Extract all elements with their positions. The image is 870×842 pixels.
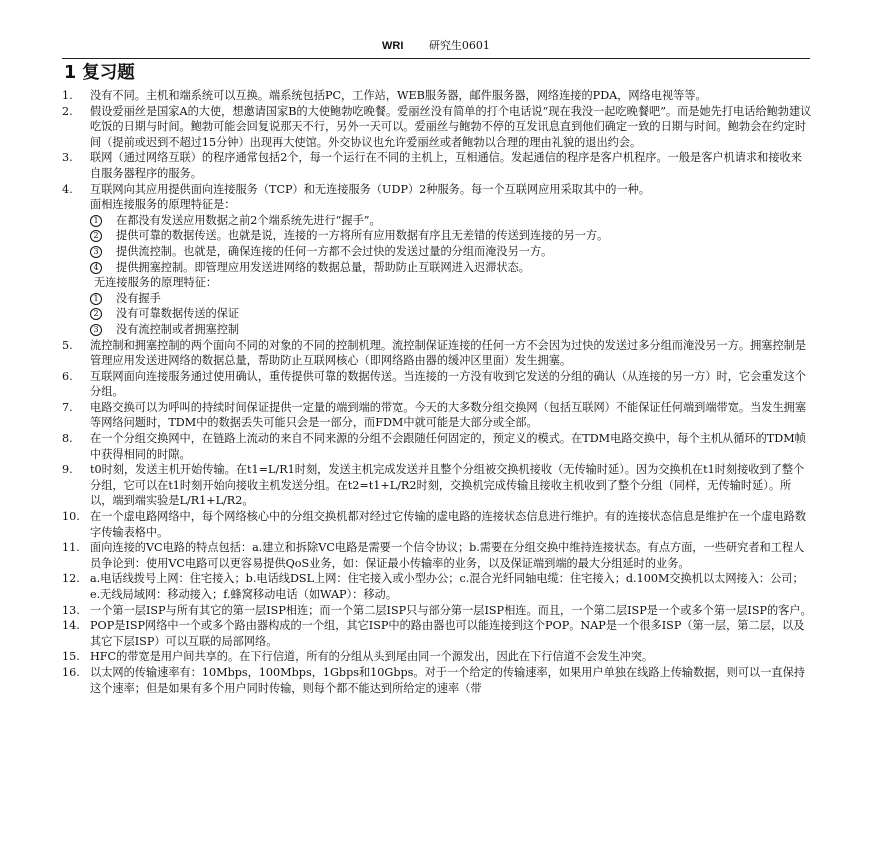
answer-item <box>62 338 812 369</box>
answer-text: t0时刻，发送主机开始传输。在t1=L/R1时刻，发送主机完成发送并且整个分组被交换机接收（无传输时延）。因为交换机在t1时刻接收到了整个分组，它可以在t1时刻开始向接收主机发送分组。在t2=t1+L/R2时刻，交换机完成传输且接收主机收到了整个分组（同样，无传输时延）。所以，端到端实验是L/R1+L/R2。 <box>90 463 805 508</box>
answer-text: 假设爱丽丝是国家A的大使，想邀请国家B的大使鲍勃吃晚餐。爱丽丝没有简单的打个电话说“现在我没一起吃晚餐吧”。而是她先打电话给鲍勃建议吃饭的日期与时间。鲍勃可能会回复说那天不行，另外一天可以。爱丽丝与鲍勃不停的互发讯息直到他们确定一致的日期与时间。鲍勃会在约定时间（提前或迟到不超过15分钟）出现再大使馆。外交协议也允许爱丽丝或者鲍勃以合理的理由礼貌的退出约会。 <box>90 104 812 149</box>
answer-item <box>62 603 812 619</box>
answer-number: 16. <box>62 665 80 679</box>
bullet-text: 提供可靠的数据传送。也就是说，连接的一方将所有应用数据有序且无差错的传送到连接的另一方。 <box>116 229 609 243</box>
answer-item <box>62 88 812 104</box>
answer-text: 电路交换可以为呼叫的持续时间保证提供一定量的端到端的带宽。今天的大多数分组交换网（包括互联网）不能保证任何端到端带宽。当发生拥塞等网络问题时，TDM中的数据丢失可能只会是一部分，而FDM中就可能是大部分或全部。 <box>90 400 807 430</box>
answer-item <box>62 665 812 696</box>
answer-text: 互联网面向连接服务通过使用确认，重传提供可靠的数据传送。当连接的一方没有收到它发送的分组的确认（从连接的另一方）时，它会重发这个分组。 <box>90 369 807 399</box>
answer-text: 一个第一层ISP与所有其它的第一层ISP相连；而一个第二层ISP只与部分第一层ISP相连。而且，一个第二层ISP是一个或多个第一层ISP的客户。 <box>90 603 812 617</box>
answer-number: 9. <box>62 463 73 477</box>
answer-number: 11. <box>62 541 80 555</box>
answer-number: 2. <box>62 104 73 118</box>
bullet-text: 没有流控制或者拥塞控制 <box>116 322 240 336</box>
answer-number: 8. <box>62 432 73 446</box>
answer-text: 互联网向其应用提供面向连接服务（TCP）和无连接服务（UDP）2种服务。每一个互联网应用采取其中的一种。 <box>90 182 651 196</box>
answer-item <box>62 509 812 540</box>
answer-text: 面向连接的VC电路的特点包括：a.建立和拆除VC电路是需要一个信令协议；b.需要在分组交换中维持连接状态。有点方面，一些研究者和工程人员争论到：使用VC电路可以更容易提供QoS业务，如：保证最小传输率的业务，以及保证端到端的最大分组延时的业务。 <box>90 541 805 570</box>
circled-number-icon: 2 <box>90 308 102 320</box>
answer-item <box>62 400 812 431</box>
answer-number: 10. <box>62 510 80 524</box>
circled-number-icon: 3 <box>90 246 102 258</box>
bullet-text: 提供拥塞控制。即管理应用发送进网络的数据总量，帮助防止互联网进入迟滞状态。 <box>116 260 530 274</box>
bullet-item <box>62 306 812 322</box>
answer-item <box>62 540 812 571</box>
bullet-item <box>62 244 812 260</box>
circled-number-icon: 4 <box>90 262 102 274</box>
answer-number: 13. <box>62 603 80 617</box>
answer-text: a.电话线拨号上网：住宅接入；b.电话线DSL上网：住宅接入或小型办公；c.混合光纤同轴电缆：住宅接入；d.100M交换机以太网接入：公司；e.无线局域网：移动接入；f.蜂窝移动电话（如WAP）：移动。 <box>90 572 804 601</box>
answer-number: 15. <box>62 650 80 664</box>
bullet-text: 没有可靠数据传送的保证 <box>116 307 240 321</box>
circled-number-icon: 1 <box>90 293 102 305</box>
bullet-item <box>62 291 812 307</box>
subheading: 无连接服务的原理特征： <box>94 276 218 290</box>
bullet-text: 在都没有发送应用数据之前2个端系统先进行“握手”。 <box>116 213 381 227</box>
answer-text: 联网（通过网络互联）的程序通常包括2个，每一个运行在不同的主机上，互相通信。发起通信的程序是客户机程序。一般是客户机请求和接收来自服务器程序的服务。 <box>90 151 802 180</box>
answer-item <box>62 571 812 602</box>
answer-number: 1. <box>62 89 73 102</box>
answer-item <box>62 462 812 509</box>
subheading: 面相连接服务的原理特征是： <box>90 198 236 212</box>
answer-number: 4. <box>62 182 73 196</box>
circled-number-icon: 3 <box>90 324 102 336</box>
answer-text: 流控制和拥塞控制的两个面向不同的对象的不同的控制机理。流控制保证连接的任何一方不会因为过快的发送过多分组而淹没另一方。拥塞控制是管理应用发送进网络的数据总量，帮助防止互联网核心（即网络路由器的缓冲区里面）发生拥塞。 <box>90 338 807 368</box>
answer-number: 14. <box>62 619 80 633</box>
bullet-item <box>62 228 812 244</box>
answer-number: 5. <box>62 338 73 352</box>
answer-number: 7. <box>62 400 73 414</box>
answer-item <box>62 369 812 400</box>
answer-item <box>62 150 812 181</box>
page-header <box>62 36 810 59</box>
bullet-item <box>62 213 812 229</box>
answer-item <box>62 649 812 665</box>
answer-item <box>62 431 812 462</box>
section-title: 1 复习题 <box>64 63 135 83</box>
answers-list <box>62 88 812 696</box>
answer-item <box>62 182 812 198</box>
answer-item <box>62 618 812 649</box>
bullet-text: 没有握手 <box>116 291 161 305</box>
circled-number-icon: 1 <box>90 215 102 227</box>
answer-text: 在一个虚电路网络中，每个网络核心中的分组交换机都对经过它传输的虚电路的连接状态信息进行维护。有的连接状态信息是维护在一个虚电路数字传输表格中。 <box>90 510 807 539</box>
answer-number: 6. <box>62 369 73 383</box>
answer-text: 以太网的传输速率有：10Mbps，100Mbps，1Gbps和10Gbps。对于一个给定的传输速率，如果用户单独在线路上传输数据，则可以一直保持这个速率；但是如果有多个用户同时传输，则每个都不能达到所给定的速率（带 <box>90 665 805 695</box>
bullet-item <box>62 322 812 338</box>
circled-number-icon: 2 <box>90 230 102 242</box>
answer-text: 没有不同。主机和端系统可以互换。端系统包括PC，工作站，WEB服务器，邮件服务器，网络连接的PDA，网络电视等等。 <box>90 89 707 102</box>
answer-text: 在一个分组交换网中，在链路上流动的来自不同来源的分组不会跟随任何固定的，预定义的模式。在TDM电路交换中，每个主机从循环的TDM帧中获得相同的时隙。 <box>90 432 806 461</box>
answer-text: POP是ISP网络中一个或多个路由器构成的一个组，其它ISP中的路由器也可以能连接到这个POP。NAP是一个很多ISP（第一层，第二层，以及其它下层ISP）可以互联的局部网络。 <box>90 619 805 648</box>
bullet-item <box>62 260 812 276</box>
bullet-text: 提供流控制。也就是，确保连接的任何一方都不会过快的发送过量的分组而淹没另一方。 <box>116 244 553 258</box>
header-course: WRI <box>382 40 404 52</box>
answer-item <box>62 104 812 151</box>
answer-number: 3. <box>62 151 73 165</box>
header-class: 研究生0601 <box>428 39 490 52</box>
answer-text: HFC的带宽是用户间共享的。在下行信道，所有的分组从头到尾由同一个源发出，因此在下行信道不会发生冲突。 <box>90 650 654 664</box>
answer-number: 12. <box>62 572 80 586</box>
